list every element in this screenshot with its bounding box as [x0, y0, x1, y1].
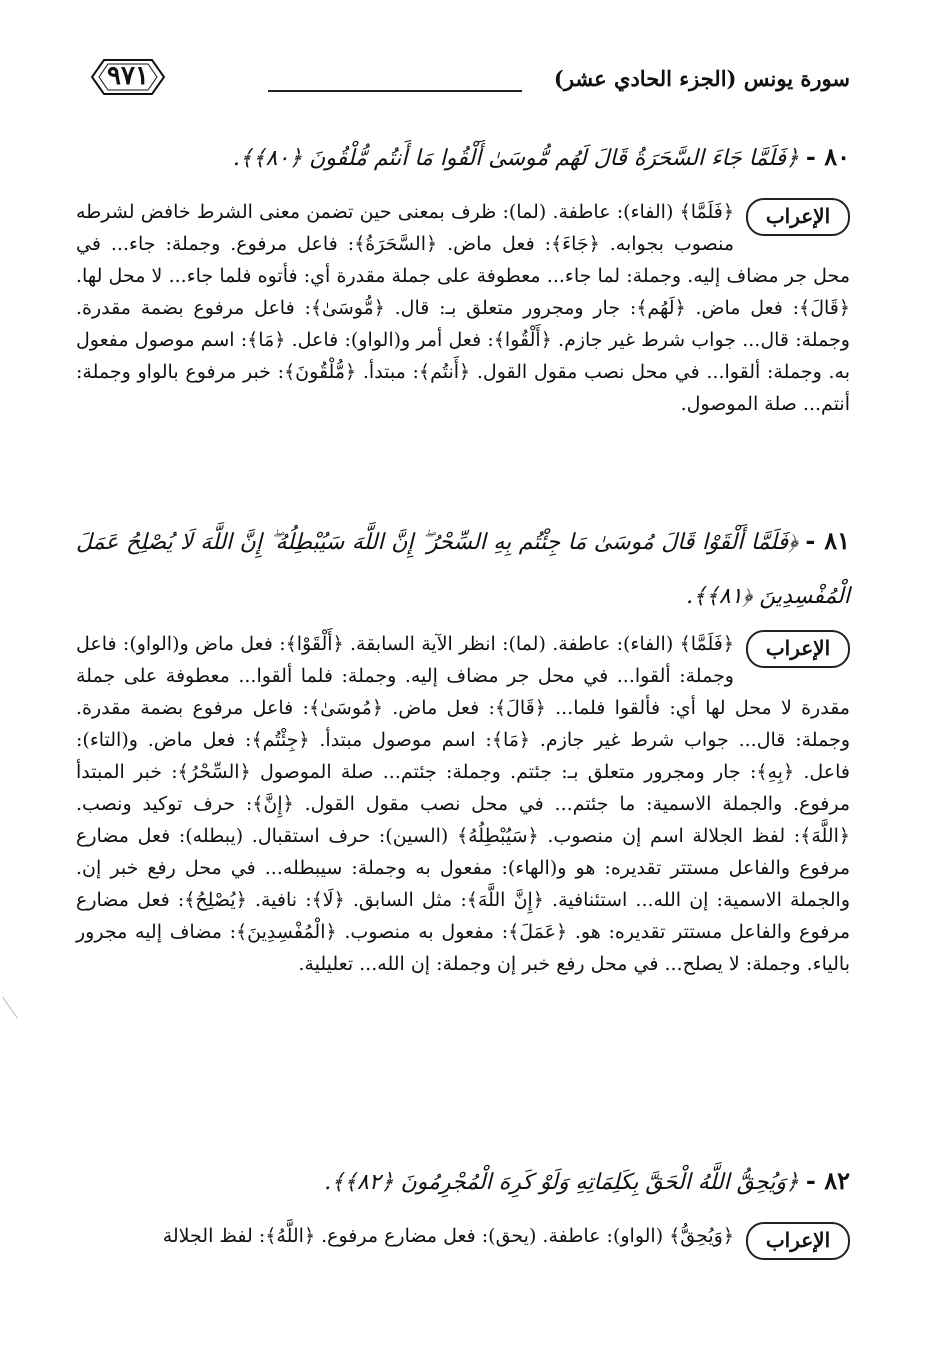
- verse-81: [76, 514, 850, 624]
- irab-text: ﴿فَلَمَّا﴾ (الفاء): عاطفة. (لما): انظر الآية السابقة. ﴿أَلْقَوْا﴾: فعل ماض و(الواو): فاعل وجملة: ألقوا... في محل جر مضاف إليه. وجملة: فلما ألقوا... معطوفة على جملة مقدرة لا محل لها أي: فألقوا فلما... ﴿قَالَ﴾: فعل ماض. ﴿مُوسَىٰ﴾: فاعل مرفوع بضمة مقدرة. وجملة: قال... جواب شرط غير جازم. ﴿مَا﴾: اسم موصول مبتدأ. ﴿جِئْتُم﴾: فعل ماض. و(التاء): فاعل. ﴿بِهِ﴾: جار ومجرور متعلق بـ: جئتم. وجملة: جئتم... صلة الموصول ﴿السِّحْرُ﴾: خبر المبتدأ مرفوع. والجملة الاسمية: ما جئتم... في محل نصب مقول القول. ﴿إِنَّ﴾: حرف توكيد ونصب. ﴿اللَّهَ﴾: لفظ الجلالة اسم إن منصوب. ﴿سَيُبْطِلُهُ﴾ (السين): حرف استقبال. (يبطله): فعل مضارع مرفوع والفاعل مستتر تقديره: هو و(الهاء): مفعول به وجملة: سيبطله... في محل رفع خبر إن. والجملة الاسمية: إن الله... استئنافية. ﴿إِنَّ اللَّهَ﴾: مثل السابق. ﴿لَا﴾: نافية. ﴿يُصْلِحُ﴾: فعل مضارع مرفوع والفاعل مستتر تقديره: هو. ﴿عَمَلَ﴾: مفعول به منصوب. ﴿الْمُفْسِدِينَ﴾: مضاف إليه مجرور بالياء. وجملة: لا يصلح... في محل رفع خبر إن وجملة: إن الله... تعليلية.: [76, 633, 850, 975]
- irab-text: ﴿فَلَمَّا﴾ (الفاء): عاطفة. (لما): ظرف بمعنى حين تضمن معنى الشرط خافض لشرطه منصوب بجوابه. ﴿جَاءَ﴾: فعل ماض. ﴿السَّحَرَةُ﴾: فاعل مرفوع. وجملة: جاء... في محل جر مضاف إليه. وجملة: لما جاء... معطوفة على جملة مقدرة أي: فأتوه فلما جاء... لا محل لها. ﴿قَالَ﴾: فعل ماض. ﴿لَهُم﴾: جار ومجرور متعلق بـ: قال. ﴿مُّوسَىٰ﴾: فاعل مرفوع بضمة مقدرة. وجملة: قال... جواب شرط غير جازم. ﴿أَلْقُوا﴾: فعل أمر و(الواو): فاعل. ﴿مَا﴾: اسم موصول مفعول به. وجملة: ألقوا... في محل نصب مقول القول. ﴿أَنتُم﴾: مبتدأ. ﴿مُّلْقُونَ﴾: خبر مرفوع بالواو وجملة: أنتم... صلة الموصول.: [76, 201, 850, 415]
- irab-paragraph-80: [76, 196, 850, 496]
- running-head: سورة يونس (الجزء الحادي عشر): [553, 66, 850, 91]
- verse-number: ٨٢ -: [805, 1166, 850, 1195]
- verse-80: [76, 132, 850, 184]
- irab-label: الإعراب: [746, 1222, 850, 1260]
- verse-text: ﴿فَلَمَّا أَلْقَوْا قَالَ مُوسَىٰ مَا جِئْتُم بِهِ السِّحْرُ ۖ إِنَّ اللَّهَ سَيُبْطِلُهُ ۖ إِنَّ اللَّهَ لَا يُصْلِحُ عَمَلَ الْمُفْسِدِينَ ﴿٨١﴾﴾.: [76, 530, 850, 609]
- irab-label: الإعراب: [746, 630, 850, 668]
- irab-paragraph-82: [76, 1220, 850, 1280]
- page-number-frame: [90, 58, 166, 96]
- verse-text: ﴿وَيُحِقُّ اللَّهُ الْحَقَّ بِكَلِمَاتِهِ وَلَوْ كَرِهَ الْمُجْرِمُونَ ﴿٨٢﴾﴾.: [324, 1170, 799, 1195]
- page-number: ٩٧١: [107, 61, 149, 91]
- header-rule: [268, 90, 522, 92]
- verse-text: ﴿فَلَمَّا جَاءَ السَّحَرَةُ قَالَ لَهُم مُّوسَىٰ أَلْقُوا مَا أَنتُم مُّلْقُونَ ﴿٨٠﴾﴾.: [232, 146, 799, 171]
- verse-82: [76, 1156, 850, 1208]
- scan-edge-mark: [2, 987, 31, 1018]
- page-header: [80, 58, 850, 102]
- verse-number: ٨١ -: [805, 526, 850, 555]
- verse-number: ٨٠ -: [805, 142, 850, 171]
- irab-text: ﴿وَيُحِقُّ﴾ (الواو): عاطفة. (يحق): فعل مضارع مرفوع. ﴿اللَّهُ﴾: لفظ الجلالة: [162, 1225, 734, 1247]
- irab-label: الإعراب: [746, 198, 850, 236]
- irab-paragraph-81: [76, 628, 850, 1148]
